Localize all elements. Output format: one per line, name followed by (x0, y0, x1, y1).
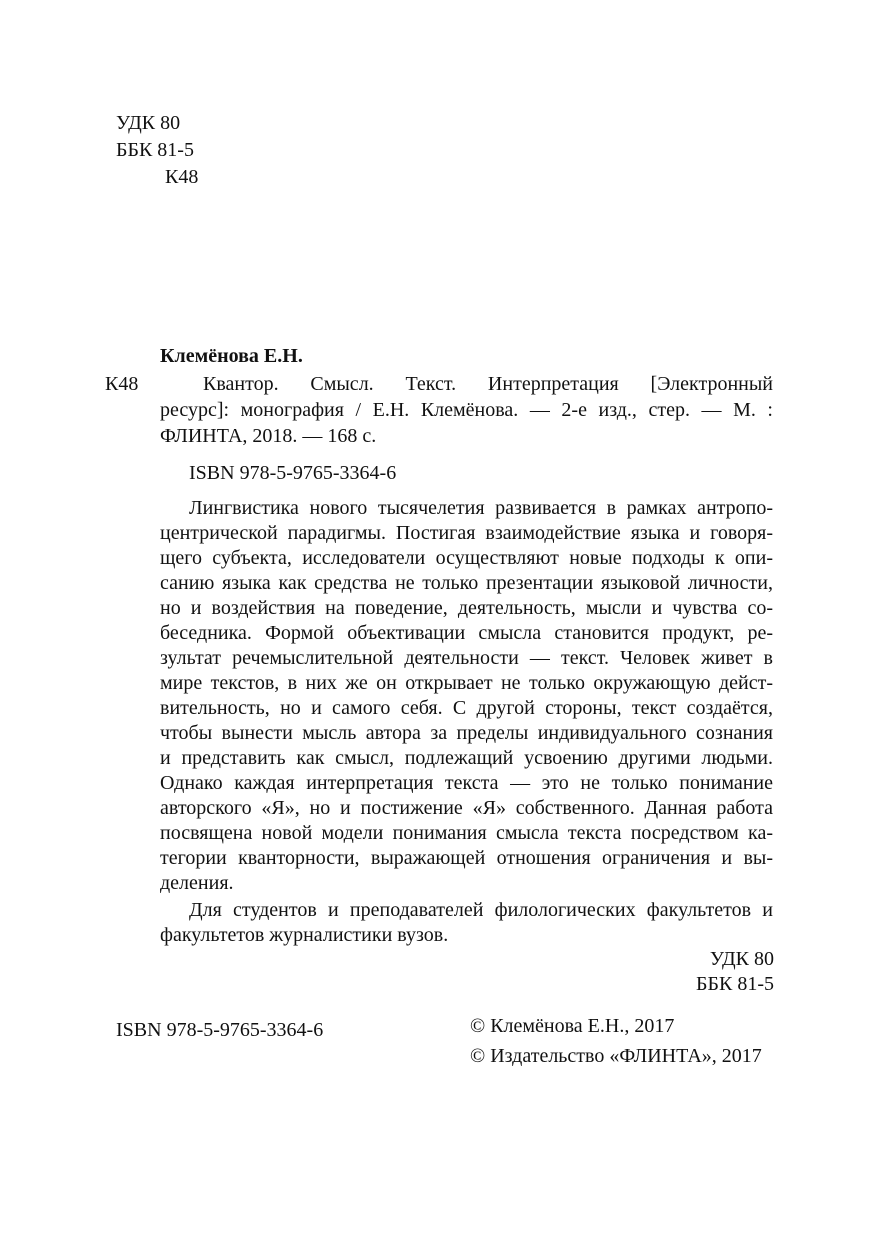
bibliographic-line: ресурс]: монография / Е.Н. Клемёнова. — 2-е изд., стер. — М. : (160, 399, 773, 421)
udk-code: УДК 80 (116, 112, 181, 134)
abstract-line: мире текстов, в них же он открывает не только окружающую дейст- (160, 672, 773, 694)
abstract-line: тегории кванторности, выражающей отношения ограничения и вы- (160, 847, 773, 869)
abstract-line: Однако каждая интерпретация текста — это не только понимание (160, 772, 773, 794)
abstract-line: щего субъекта, исследователи осуществляют новые подходы к опи- (160, 547, 773, 569)
author-name: Клемёнова Е.Н. (160, 345, 303, 367)
author-sign-inline: К48 (105, 373, 139, 395)
abstract-line: авторского «Я», но и постижение «Я» собственного. Данная работа (160, 797, 773, 819)
abstract-line: и представить как смысл, подлежащий усвоению другими людьми. (160, 747, 773, 769)
bbk-code-right: ББК 81-5 (696, 973, 774, 995)
bbk-code: ББК 81-5 (116, 139, 194, 161)
copyright-publisher: © Издательство «ФЛИНТА», 2017 (470, 1045, 762, 1067)
abstract-line: беседника. Формой объективации смысла становится продукт, ре- (160, 622, 773, 644)
abstract-line: но и воздействия на поведение, деятельность, мысли и чувства со- (160, 597, 773, 619)
author-sign: К48 (165, 166, 199, 188)
audience-line: Для студентов и преподавателей филологических факультетов и (189, 899, 773, 921)
copyright-author: © Клемёнова Е.Н., 2017 (470, 1015, 675, 1037)
abstract-line: зультат речемыслительной деятельности — текст. Человек живет в (160, 647, 773, 669)
bibliographic-line: ФЛИНТА, 2018. — 168 с. (160, 425, 377, 447)
footer-isbn: ISBN 978-5-9765-3364-6 (116, 1019, 324, 1041)
abstract-line: вительность, но и самого себя. С другой стороны, текст создаётся, (160, 697, 773, 719)
abstract-line: чтобы вынести мысль автора за пределы индивидуального сознания (160, 722, 773, 744)
audience-line: факультетов журналистики вузов. (160, 924, 449, 946)
abstract-line: Лингвистика нового тысячелетия развивается в рамках антропо- (189, 497, 773, 519)
abstract-line: деления. (160, 872, 234, 894)
abstract-line: санию языка как средства не только презентации языковой личности, (160, 572, 773, 594)
udk-code-right: УДК 80 (709, 948, 774, 970)
abstract-line: центрической парадигмы. Постигая взаимодействие языка и говоря- (160, 522, 773, 544)
isbn-line: ISBN 978-5-9765-3364-6 (189, 462, 397, 484)
bibliographic-line: Квантор. Смысл. Текст. Интерпретация [Электронный (203, 373, 773, 395)
abstract-line: посвящена новой модели понимания смысла текста посредством ка- (160, 822, 773, 844)
